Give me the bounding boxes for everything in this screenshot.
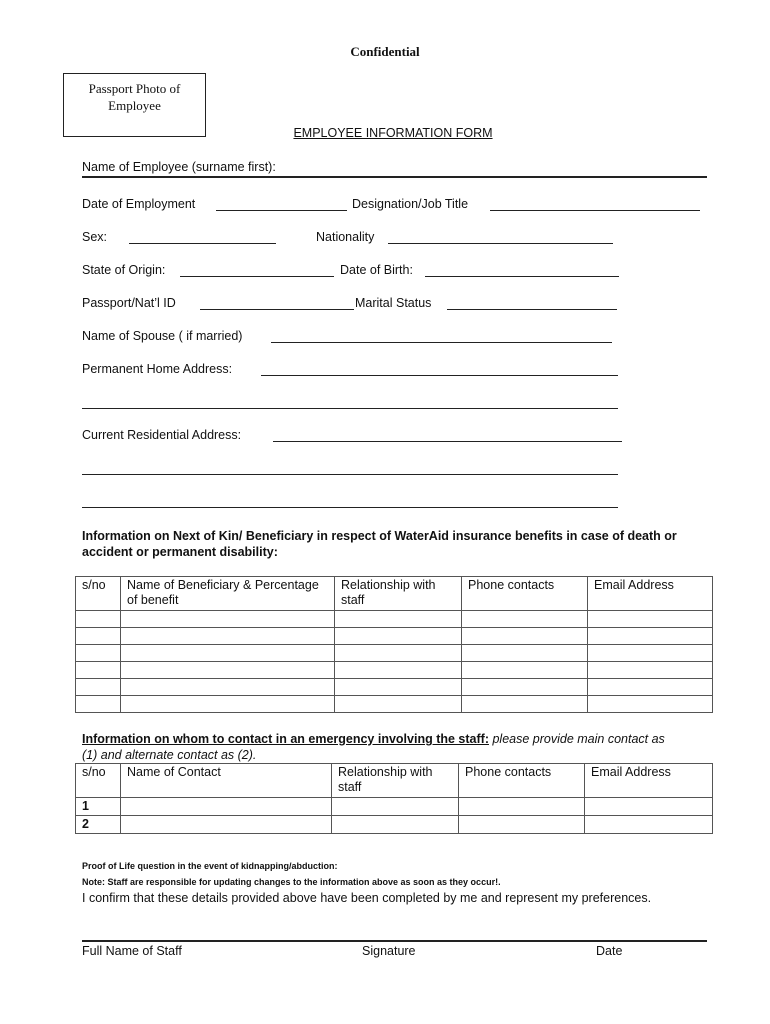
row-number: 1: [76, 798, 121, 816]
signature-label: Signature: [362, 944, 416, 958]
table-row[interactable]: [76, 645, 713, 662]
column-header: Phone contacts: [459, 764, 585, 798]
home-address-field-line-2[interactable]: [82, 408, 618, 409]
column-header: Name of Contact: [121, 764, 332, 798]
date-of-birth-label: Date of Birth:: [340, 263, 413, 277]
column-header: Relationship with staff: [335, 577, 462, 611]
signature-line[interactable]: [82, 940, 707, 942]
state-of-origin-label: State of Origin:: [82, 263, 166, 277]
column-header: Phone contacts: [462, 577, 588, 611]
confirmation-text: I confirm that these details provided above have been completed by me and represent my preferences.: [82, 891, 652, 905]
passport-id-field[interactable]: [200, 309, 354, 310]
current-address-label: Current Residential Address:: [82, 428, 242, 442]
spouse-name-label: Name of Spouse ( if married): [82, 329, 243, 343]
nationality-field[interactable]: [388, 243, 613, 244]
column-header: Email Address: [585, 764, 713, 798]
table-header-row: [76, 764, 713, 798]
sex-field[interactable]: [129, 243, 276, 244]
column-header: Relationship with staff: [332, 764, 459, 798]
row-number: 2: [76, 816, 121, 834]
date-of-birth-field[interactable]: [425, 276, 619, 277]
table-row[interactable]: [76, 679, 713, 696]
table-row[interactable]: [76, 798, 713, 816]
table-row[interactable]: [76, 662, 713, 679]
confidential-label: Confidential: [350, 44, 420, 59]
emergency-contact-heading: [82, 731, 682, 763]
passport-photo-box: Passport Photo of Employee: [63, 73, 206, 137]
designation-field[interactable]: [490, 210, 700, 211]
date-of-employment-field[interactable]: [216, 210, 347, 211]
current-address-field-line-3[interactable]: [82, 507, 618, 508]
home-address-field[interactable]: [261, 375, 618, 376]
emergency-note: please provide main contact as (1) and alternate contact as (2).: [82, 732, 665, 762]
spouse-name-field[interactable]: [271, 342, 612, 343]
update-note: Note: Staff are responsible for updating changes to the information above as soon as they occur!.: [82, 877, 501, 887]
next-of-kin-heading: Information on Next of Kin/ Beneficiary in respect of WaterAid insurance benefits in case of death or accident or permanent disability:: [82, 529, 677, 559]
employee-name-label: Name of Employee (surname first):: [82, 160, 276, 174]
marital-status-field[interactable]: [447, 309, 617, 310]
emergency-heading-text: Information on whom to contact in an emergency involving the staff:: [82, 732, 489, 746]
current-address-field[interactable]: [273, 441, 622, 442]
current-address-field-line-2[interactable]: [82, 474, 618, 475]
table-row[interactable]: [76, 628, 713, 645]
date-of-employment-label: Date of Employment: [82, 197, 196, 211]
nationality-label: Nationality: [316, 230, 375, 244]
date-label: Date: [596, 944, 623, 958]
column-header: Email Address: [588, 577, 713, 611]
column-header: s/no: [76, 577, 121, 611]
table-row[interactable]: [76, 611, 713, 628]
table-row[interactable]: [76, 696, 713, 713]
passport-id-label: Passport/Nat’l ID: [82, 296, 176, 310]
home-address-label: Permanent Home Address:: [82, 362, 233, 376]
full-name-label: Full Name of Staff: [82, 944, 182, 958]
employee-name-field[interactable]: [82, 176, 707, 178]
table-row[interactable]: [76, 816, 713, 834]
sex-label: Sex:: [82, 230, 108, 244]
next-of-kin-table: [75, 576, 713, 713]
proof-of-life-text: Proof of Life question in the event of kidnapping/abduction:: [82, 861, 338, 871]
column-header: Name of Beneficiary & Percentage of benefit: [121, 577, 335, 611]
state-of-origin-field[interactable]: [180, 276, 334, 277]
form-title: EMPLOYEE INFORMATION FORM: [293, 126, 493, 140]
designation-label: Designation/Job Title: [352, 197, 469, 211]
emergency-contact-table: [75, 763, 713, 834]
column-header: s/no: [76, 764, 121, 798]
table-header-row: [76, 577, 713, 611]
marital-status-label: Marital Status: [355, 296, 432, 310]
